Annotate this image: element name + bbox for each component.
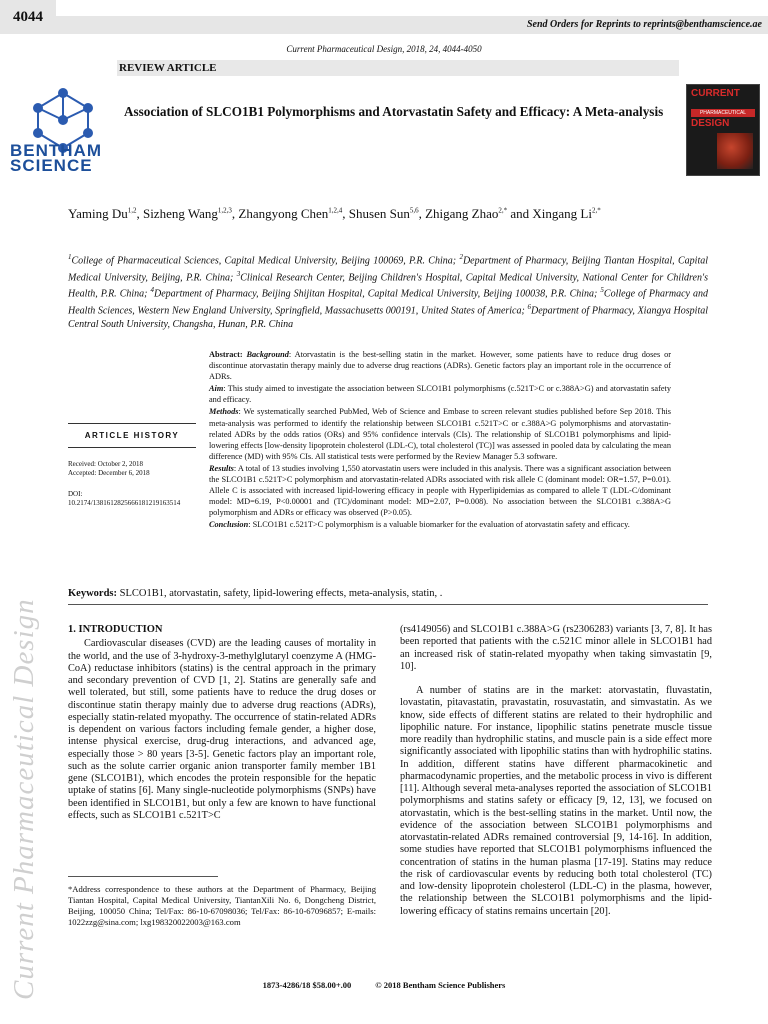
affiliation: College of Pharmaceutical Sciences, Capital Medical University, Beijing 100069, P.R. China; <box>71 255 460 267</box>
affiliation: Department of Pharmacy, Beijing Tiantan Hospital, Capital Medical University, Beijing, P.R. China; <box>68 255 709 284</box>
abstract <box>209 349 671 532</box>
affiliation: Department of Pharmacy, Beijing Shijitan Hospital, Capital Medical University, Beijing 100038, P.R. China; <box>154 288 601 300</box>
footnote-divider <box>68 876 218 877</box>
divider <box>68 604 708 605</box>
accepted-date: Accepted: December 6, 2018 <box>68 469 150 477</box>
side-watermark: Current Pharmaceutical Design <box>8 598 40 1000</box>
body-paragraph: A number of statins are in the market: atorvastatin, fluvastatin, lovastatin, pitavastatin, pravastatin, rosuvastatin, and simvastatin. As we know, side effects of different statins are related to their hydrophilic and lipophilic nature. For instance, lipophilic statins penetrate muscle tissue more readily than hydrophilic statins, and muscle pain is a side effect more significantly associated with lipophilic statins than with hydrophilic statins. In addition, different statins have different pharmacokinetic and pharmacodynamic properties, and the metabolic process in vivo is different [11]. Although several meta-analyses reported the association of SLCO1B1 polymorphisms and statins safety or efficacy [9, 12, 13], we focused on atorvastatin, which is the best-selling statins in the market. Until now, the evidence of the association between SLCO1B1 polymorphisms and atorvastatin-related ADRs remained controversial [9, 14-16]. In addition, some studies have reported that SLCO1B1 polymorphisms influenced the concentration of statins in the human plasma [17-19]. Statins may reduce the risk of cardiovascular events by reducing both total cholesterol (TC) and low-density lipoprotein cholesterol (LDL-C) in the plasma, however, the relationship between the SLCO1B1 polymorphisms and the lipid-lowering efficacy of statins remains uncertain [20]. <box>400 685 712 917</box>
body-column-right <box>400 624 712 918</box>
author-list <box>68 206 728 222</box>
abstract-methods: Methods: We systematically searched PubMed, Web of Science and Embase to screen relevant studies published before Sep 2018. This meta-analysis was performed to identify the relationship between SLCO1B1 c.521T>C or c.388A>G polymorphisms and atorvastatin-related ADRs by the odds ratios (ORs) and 95% confidence intervals (CIs). The relationship of SLCO1B1 polymorphisms and lipid-lowering effects [low-density lipoprotein cholesterol (LDL-C), total cholesterol (TC)] was assessed in pooled data by calculating the mean difference (MD) with 95% CIs. All statistical tests were performed by the Review Manager 5.3 software. <box>209 407 671 461</box>
correspondence-note: *Address correspondence to these authors at the Department of Pharmacy, Beijing Tiantan Hospital, Capital Medical University, TiantanXili No. 6, Dongcheng District, Beijing, 100050 China; Tel/Fax: 86-10-67098036; Tel/Fax: 86-10-67096857; E-mails: 1022zzg@sina.com; lxg198320022003@163.com <box>68 884 376 927</box>
copyright: © 2018 Bentham Science Publishers <box>375 980 506 990</box>
article-type: REVIEW ARTICLE <box>117 60 679 76</box>
author: Sizheng Wang$^{1,2,3}$, <box>142 206 239 221</box>
history-dates <box>68 460 196 508</box>
abstract-background: Abstract: Background: Atorvastatin is the best-selling statin in the market. However, some patients have to reduce drug doses or discontinue atorvastatin therapy mainly due to adverse drug reactions (ADRs). Genetic factors play an important role in the occurrence of ADRs. <box>209 350 671 382</box>
author: Xingang $Li^{2,*}$ <box>532 206 601 221</box>
cover-line-2: PHARMACEUTICAL <box>691 109 755 117</box>
publisher-logo-line-2: SCIENCE <box>10 156 93 175</box>
cover-image <box>717 133 753 169</box>
body-paragraph: Cardiovascular diseases (CVD) are the leading causes of mortality in the world, and the use of 3-hydroxy-3-methylglutaryl coenzyme A (HMG-CoA) reductase inhibitors (statins) is the central approach in the primary and secondary prevention of CVD [1, 2]. Statins are generally safe and well tolerated, but still, some patients have to reduce the drug doses or discontinue statin therapy mainly due to adverse drug reactions (ADRs), especially statin-related myopathy. The occurrence of statin-related ADRs is dependent on various factors including female gender, a higher dose, intense physical exercise, drug-drug interactions, and advanced age, especially those > 80 years [3-5]. Genetic factors play an important role, such as the solute carrier organic anion transporter family member 1B1 gene (SLCO1B1), which encodes the protein responsible for the hepatic uptake of statins [6]. Many single-nucleotide polymorphisms (SNPs) have been identified in SLCO1B1, but only a few are known to have functional effects, such as SLCO1B1 c.521T>C <box>68 638 376 821</box>
page-footer <box>0 980 768 990</box>
affiliation: College of Pharmacy and Health Sciences, Western New England University, Springfield, Massachusetts 000191, United States of America; <box>68 288 708 317</box>
author: Shusen Sun$^{5,6}$, <box>348 206 426 221</box>
article-history-title: ARTICLE HISTORY <box>84 431 180 440</box>
doi-label: DOI: <box>68 490 83 498</box>
body-paragraph: (rs4149056) and SLCO1B1 c.388A>G (rs2306283) variants [3, 7, 8]. It has been reported that patients with the c.521C minor allele in SLCO1B1 had an increased risk of statin-related myopathy when taking simvastatin [9, 10]. <box>400 624 712 672</box>
body-column-left <box>68 624 376 822</box>
author: Zhigang Zhao$^{2,*}$ and <box>425 206 533 221</box>
abstract-results: Results: A total of 13 studies involving 1,550 atorvastatin users were included in this analysis. There was a significant association between the SLCO1B1 c.521T>C polymorphism and atorvastatin-related ADRs associated with risk allele C (dominant model: OR=1.57, P=0.01). Allele C is associated with increased lipid-lowering efficacy in people with Hyperlipidemias as compared to allele T (LDL-C/dominant model: MD=6.19, P<0.00001 and (TC)/dominant model: MD=2.07, P=0.008). No association between the SLCO1B1 c.388A>G polymorphism and ADRs or efficacy was observed (P>0.05). <box>209 463 671 518</box>
section-heading: 1. INTRODUCTION <box>68 624 163 635</box>
keywords: Keywords: SLCO1B1, atorvastatin, safety, lipid-lowering effects, meta-analysis, statin, . <box>68 588 443 599</box>
received-date: Received: October 2, 2018 <box>68 460 144 468</box>
cover-line-1: CURRENT <box>691 88 740 99</box>
journal-cover-thumbnail <box>686 84 760 176</box>
article-title: Association of SLCO1B1 Polymorphisms and Atorvastatin Safety and Efficacy: A Meta-analysis <box>124 104 664 119</box>
abstract-conclusion: Conclusion: SLCO1B1 c.521T>C polymorphism is a valuable biomarker for the evaluation of atorvastatin safety and efficacy. <box>209 520 630 530</box>
affiliation: Clinical Research Center, Beijing Children's Hospital, Capital Medical University, National Center for Children's Health, P.R. China; <box>68 272 708 300</box>
cover-line-3: DESIGN <box>691 118 730 129</box>
publisher-logo <box>10 143 110 173</box>
doi-link[interactable]: 10.2174/1381612825666181219163514 <box>68 499 181 507</box>
page-number: 4044 <box>0 0 56 34</box>
journal-pages: , 4044-4050 <box>438 44 482 54</box>
affiliation: Department of Pharmacy, Xiangya Hospital Central South University, Changsha, Hunan, P.R. China <box>68 305 708 330</box>
issn-price: 1873-4286/18 $58.00+.00 <box>262 980 352 990</box>
journal-year: , 2018, <box>402 44 430 54</box>
journal-name: Current Pharmaceutical Design <box>286 44 403 54</box>
journal-citation <box>0 44 768 54</box>
author: Yaming Du$^{1,2}$, <box>68 206 143 221</box>
article-history <box>68 423 196 508</box>
affiliations: $^1$College of Pharmaceutical Sciences, Capital Medical University, Beijing 100069, P.R. China; $^2$Department of Pharmacy, Beijing Tiantan Hospital, Capital Medical University, Beijing, P.R. China; $^3$Clinical Research Center, Beijing Children's Hospital, Capital Medical University, National Center for Children's Health, P.R. China; $^4$Department of Pharmacy, Beijing Shijitan Hospital, Capital Medical University, Beijing 100038, P.R. China; $^5$College of Pharmacy and Health Sciences, Western New England University, Springfield, Massachusetts 000191, United States of America; $^6$Department of Pharmacy, Xiangya Hospital Central South University, Changsha, Hunan, P.R. China <box>68 253 709 330</box>
reprints-notice: Send Orders for Reprints to reprints@benthamscience.ae <box>527 19 762 30</box>
author: Zhangyong Chen$^{1,2,4}$, <box>238 206 349 221</box>
abstract-aim: Aim: This study aimed to investigate the association between SLCO1B1 polymorphisms (c.521T>C or c.388A>G) and atorvastatin safety and efficacy. <box>209 384 671 405</box>
journal-volume: 24 <box>429 44 439 54</box>
publisher-logo-line-1: BENTHAM <box>10 141 102 160</box>
